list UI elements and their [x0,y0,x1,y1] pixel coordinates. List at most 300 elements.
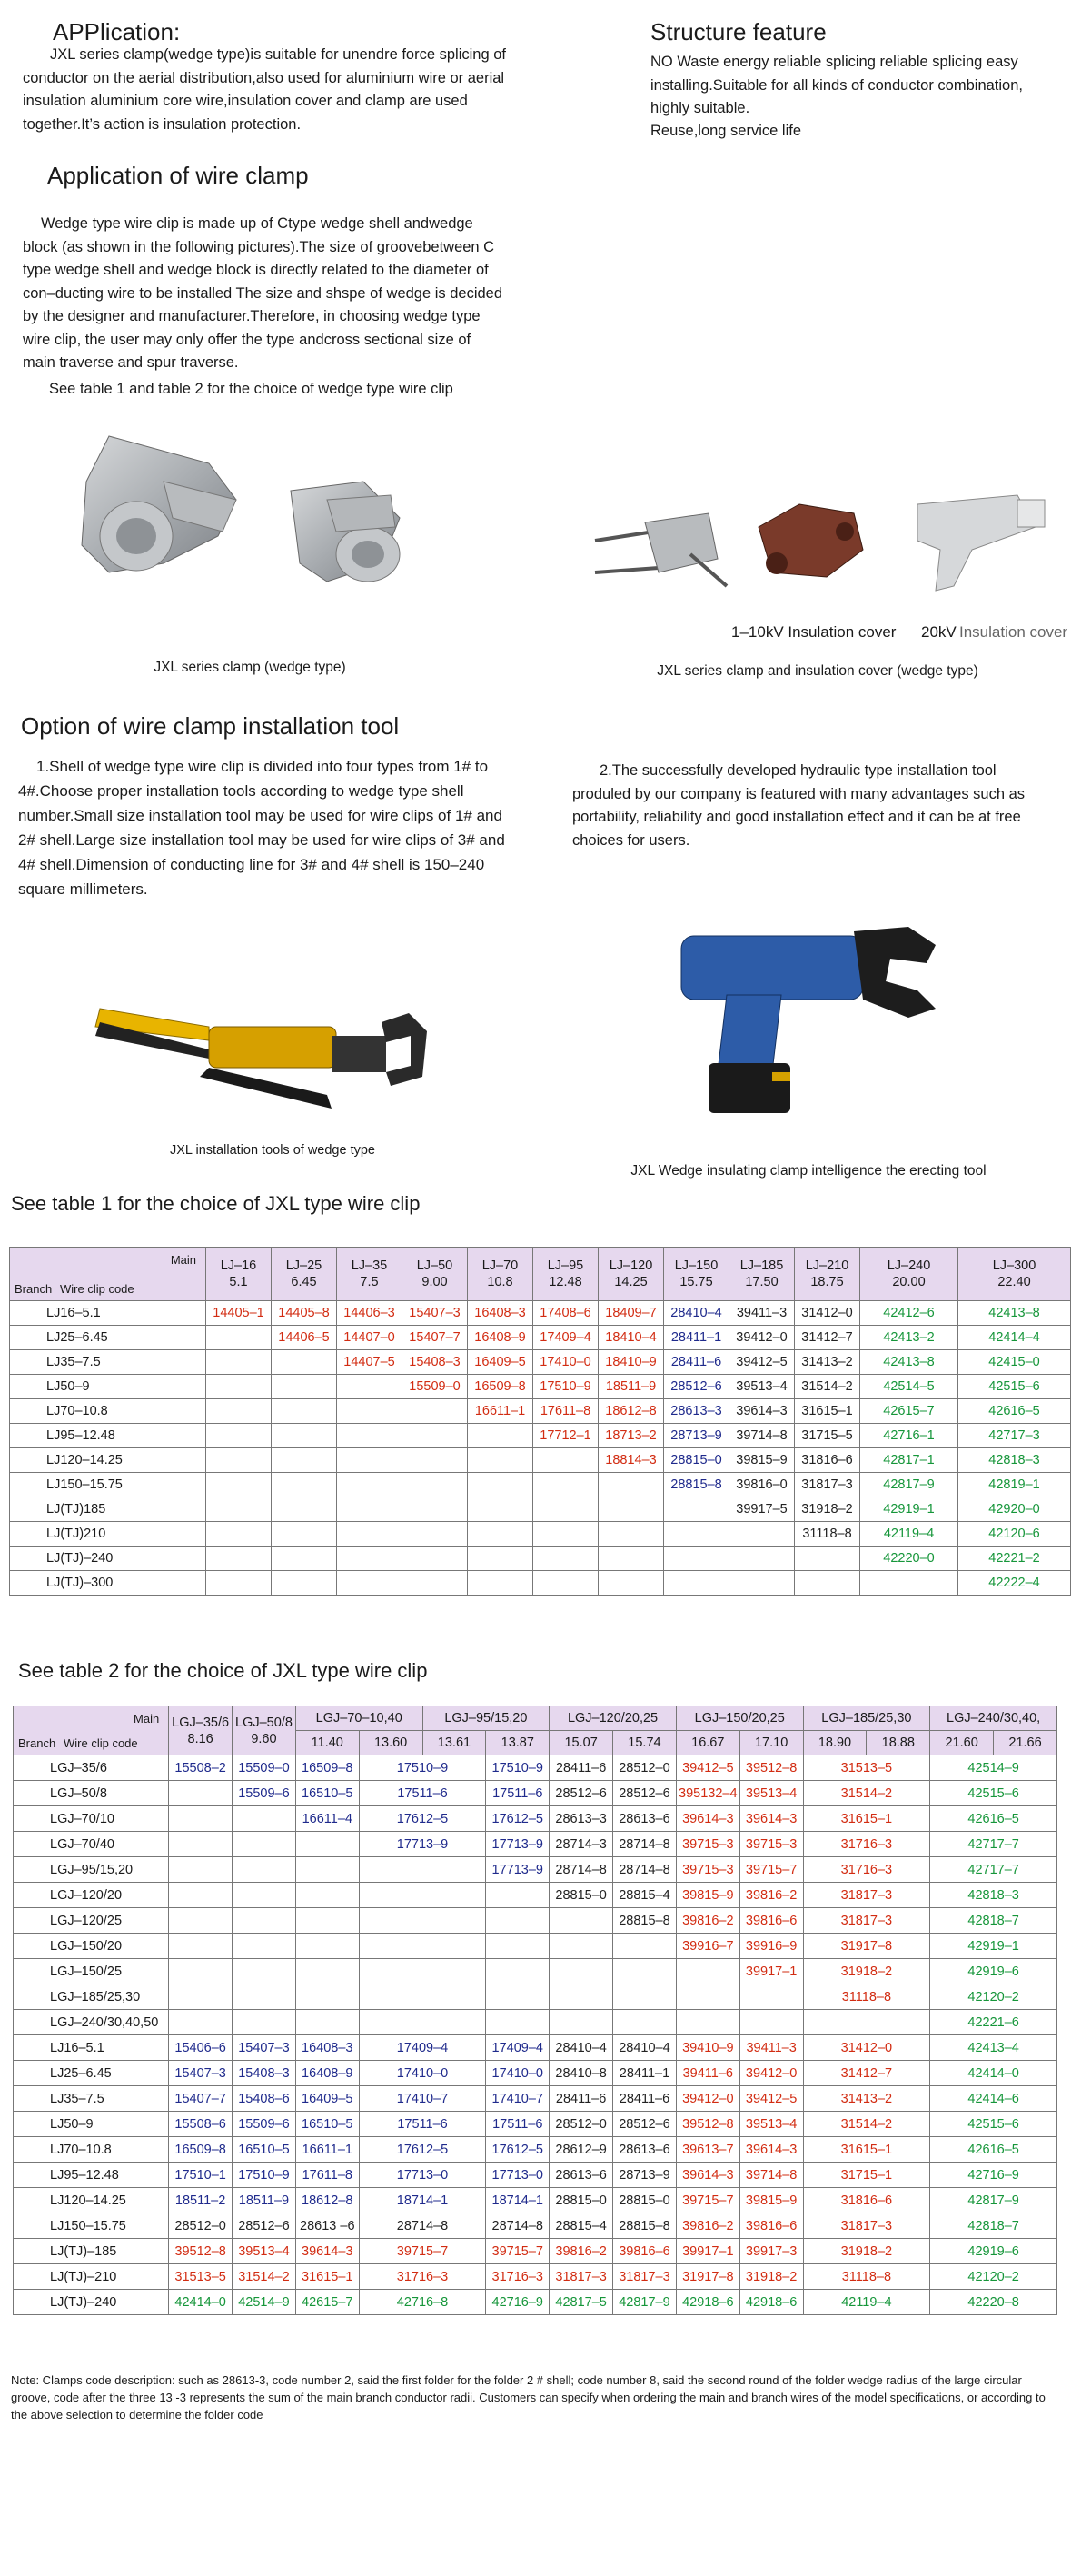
corner-cell [14,1706,169,1755]
table2-title: See table 2 for the choice of JXL type wire clip [18,1659,428,1682]
column-group-header [930,1706,1057,1731]
clip-code-cell [295,1934,359,1959]
clip-code-cell: 16409–5 [468,1350,533,1375]
clip-code-cell: 42515–6 [930,1781,1057,1806]
insulation-cover-image [590,486,1063,613]
clip-code-cell: 28714–3 [550,1832,613,1857]
clip-code-cell: 14405–1 [206,1301,272,1326]
clip-code-cell: 39614–3 [729,1399,795,1424]
branch-cell: LJ70–10.8 [10,1399,206,1424]
clip-code-cell: 39614–3 [739,1806,803,1832]
clip-code-cell: 39513–4 [233,2239,296,2264]
clip-code-cell: 31412–0 [795,1301,860,1326]
column-header-size: 12.48 [549,1275,582,1289]
column-header-name: LGJ–240/30,40, [947,1711,1041,1726]
clip-code-cell: 28613–6 [613,2137,677,2163]
clip-code-cell: 16611–4 [295,1806,359,1832]
clip-code-cell: 28613–3 [550,1806,613,1832]
clip-code-cell: 42818–3 [958,1448,1071,1473]
clip-code-cell: 18511–2 [169,2188,233,2213]
clip-code-cell: 28411–1 [664,1326,729,1350]
clip-code-cell: 28512–0 [550,2112,613,2137]
clip-code-cell: 39513–4 [739,1781,803,1806]
clip-code-cell: 42817–9 [930,2188,1057,2213]
clip-code-cell [233,1984,296,2010]
clip-code-cell: 42717–3 [958,1424,1071,1448]
clip-code-cell: 42119–4 [803,2290,930,2315]
clip-code-cell: 17511–6 [486,1781,550,1806]
table-row [14,2086,1057,2112]
branch-cell: LGJ–150/20 [14,1934,169,1959]
column-header-size: 15.75 [679,1275,713,1289]
clip-code-cell [206,1571,272,1596]
clip-code-cell: 31118–8 [795,1522,860,1547]
clip-code-cell: 42415–0 [958,1350,1071,1375]
clip-code-cell: 17409–4 [533,1326,599,1350]
clip-code-cell [272,1571,337,1596]
clip-code-cell: 39714–8 [739,2163,803,2188]
column-header-name: LGJ–95/15,20 [444,1711,528,1726]
clip-code-cell [533,1571,599,1596]
clip-code-cell [337,1497,402,1522]
clip-code-cell: 14407–0 [337,1326,402,1350]
clip-code-cell: 18409–7 [599,1301,664,1326]
clip-code-cell [337,1473,402,1497]
clip-code-cell [664,1497,729,1522]
column-header [402,1248,468,1301]
column-header-name: LJ–240 [887,1258,931,1273]
hydraulic-tool-image [73,986,454,1122]
clip-code-cell [402,1473,468,1497]
branch-cell: LJ150–15.75 [14,2213,169,2239]
branch-cell: LJ(TJ)–185 [14,2239,169,2264]
clip-code-cell [729,1522,795,1547]
clip-code-cell: 15407–3 [169,2061,233,2086]
clip-code-cell: 15406–6 [169,2035,233,2061]
column-header-size: 17.50 [745,1275,779,1289]
main-label: Main [134,1712,160,1726]
table-row [14,2163,1057,2188]
clip-code-cell: 31615–1 [803,1806,930,1832]
clip-code-cell: 42716–9 [486,2290,550,2315]
clip-code-cell: 42818–7 [930,2213,1057,2239]
clip-code-cell [295,1857,359,1883]
clip-code-cell: 17510–1 [169,2163,233,2188]
clip-code-cell: 28512–6 [233,2213,296,2239]
clip-code-cell [337,1399,402,1424]
clip-code-cell [613,1959,677,1984]
clip-code-cell: 31918–2 [803,1959,930,1984]
clip-code-cell: 18410–9 [599,1350,664,1375]
clip-code-cell: 39614–3 [676,2163,739,2188]
clip-code-cell: 39815–9 [739,2188,803,2213]
clip-code-cell: 42817–5 [550,2290,613,2315]
clip-code-cell: 39715–7 [486,2239,550,2264]
clip-code-cell [664,1571,729,1596]
clip-code-cell [206,1350,272,1375]
clip-code-cell: 39512–8 [676,2112,739,2137]
clip-code-cell [402,1448,468,1473]
clip-code-cell: 42919–1 [860,1497,958,1522]
clip-code-cell [550,1984,613,2010]
clip-code-cell [206,1375,272,1399]
table-row [10,1571,1071,1596]
clip-code-cell [402,1497,468,1522]
table-row [14,2112,1057,2137]
branch-cell: LJ70–10.8 [14,2137,169,2163]
clip-code-cell: 31514–2 [803,2112,930,2137]
clip-code-cell [295,1832,359,1857]
clip-code-cell: 39816–0 [729,1473,795,1497]
clip-code-cell [233,1908,296,1934]
clip-code-cell: 28714–8 [613,1857,677,1883]
clip-code-cell: 39412–0 [729,1326,795,1350]
clip-code-cell: 31715–5 [795,1424,860,1448]
table-row [14,2010,1057,2035]
clip-code-cell [468,1522,533,1547]
table-row [14,1959,1057,1984]
clip-code-cell: 17410–0 [533,1350,599,1375]
clip-code-cell [359,1857,486,1883]
column-group-header [169,1706,233,1755]
clip-code-cell: 16408–3 [468,1301,533,1326]
cover-label-1: 1–10kV Insulation cover [731,623,897,641]
clip-code-cell: 15407–3 [402,1301,468,1326]
clip-code-cell: 28815–0 [550,1883,613,1908]
clip-code-cell: 17410–7 [486,2086,550,2112]
clip-code-cell [468,1448,533,1473]
clip-code-cell: 16510–5 [295,1781,359,1806]
branch-label: Branch [15,1282,53,1296]
clip-code-cell: 15508–2 [169,1755,233,1781]
clip-code-cell: 31412–0 [803,2035,930,2061]
clip-code-cell [599,1571,664,1596]
clip-code-cell: 28512–0 [169,2213,233,2239]
clip-code-cell: 18410–4 [599,1326,664,1350]
clip-code-cell [233,1934,296,1959]
clip-code-cell [169,1832,233,1857]
clip-code-cell: 42414–6 [930,2086,1057,2112]
clip-code-cell [402,1547,468,1571]
clip-code-cell: 15509–0 [233,1755,296,1781]
clip-code-cell: 31118–8 [803,1984,930,2010]
clip-code-cell [272,1424,337,1448]
clip-code-cell [599,1473,664,1497]
clip-code-cell: 28815–0 [550,2188,613,2213]
tool-title: Option of wire clamp installation tool [21,712,400,740]
branch-cell: LGJ–35/6 [14,1755,169,1781]
column-header [272,1248,337,1301]
clip-code-cell: 42514–9 [233,2290,296,2315]
clip-code-cell: 17408–6 [533,1301,599,1326]
clip-code-cell [676,1984,739,2010]
clip-code-cell [169,1883,233,1908]
clip-code-cell: 39816–2 [739,1883,803,1908]
clip-code-cell [468,1497,533,1522]
structure-text-2: Reuse,long service life [650,123,801,139]
column-header-size: 7.5 [360,1275,379,1289]
clip-code-cell: 15509–6 [233,1781,296,1806]
clip-code-cell: 17510–9 [233,2163,296,2188]
clip-code-cell [206,1497,272,1522]
clip-code-cell [337,1375,402,1399]
table-row [14,1984,1057,2010]
clip-code-cell: 16509–8 [169,2137,233,2163]
clip-code-cell [233,2010,296,2035]
clip-code-cell: 42716–1 [860,1424,958,1448]
clip-code-cell: 42222–4 [958,1571,1071,1596]
clip-code-cell: 31615–1 [803,2137,930,2163]
column-group-header [295,1706,422,1731]
clip-code-cell: 39816–2 [676,1908,739,1934]
clip-code-cell: 31615–1 [795,1399,860,1424]
column-header-size: 6.45 [291,1275,317,1289]
branch-cell: LJ35–7.5 [14,2086,169,2112]
column-header-size: 21.66 [994,1731,1057,1755]
tool-text-2: 2.The successfully developed hydraulic type installation tool produled by our company is featured with many advantages such as portability, reliability and good installation effect and it can be at free choices for users. [572,762,1026,849]
branch-cell: LJ25–6.45 [14,2061,169,2086]
clip-code-cell: 28714–8 [550,1857,613,1883]
clip-code-cell [486,1984,550,2010]
clip-code-cell: 42120–2 [930,1984,1057,2010]
column-header [206,1248,272,1301]
clip-code-cell: 42514–9 [930,1755,1057,1781]
clip-code-cell: 42615–7 [860,1399,958,1424]
clip-code-cell [359,1934,486,1959]
clip-code-cell [486,1959,550,1984]
clip-code-cell: 28411–1 [613,2061,677,2086]
clip-code-cell [860,1571,958,1596]
clip-code-cell [169,1857,233,1883]
clip-code-cell: 42920–0 [958,1497,1071,1522]
clip-code-cell: 17510–9 [486,1755,550,1781]
clip-code-cell: 42120–6 [958,1522,1071,1547]
branch-cell: LJ(TJ)–240 [14,2290,169,2315]
column-header [729,1248,795,1301]
clip-code-cell [337,1448,402,1473]
clip-code-cell [486,1883,550,1908]
clip-code-cell: 18511–9 [233,2188,296,2213]
column-header-size: 13.61 [422,1731,486,1755]
clip-code-cell: 15408–6 [233,2086,296,2112]
column-header-size: 18.90 [803,1731,867,1755]
table1 [9,1247,1071,1596]
column-header-name: LGJ–50/8 [235,1715,293,1730]
branch-cell: LGJ–240/30,40,50 [14,2010,169,2035]
clip-code-cell: 39613–7 [676,2137,739,2163]
clip-code-cell [613,1984,677,2010]
clip-code-cell [295,2010,359,2035]
clip-code-cell [272,1375,337,1399]
clip-code-cell [402,1424,468,1448]
clip-code-cell [206,1424,272,1448]
clip-code-cell: 42616–5 [930,1806,1057,1832]
column-header-size: 18.75 [810,1275,844,1289]
branch-cell: LJ120–14.25 [10,1448,206,1473]
clip-code-cell: 28815–8 [664,1473,729,1497]
column-group-header [803,1706,930,1731]
clip-code-cell [533,1473,599,1497]
column-header [860,1248,958,1301]
table-row [10,1399,1071,1424]
clip-code-cell: 15508–6 [169,2112,233,2137]
clip-code-cell: 17410–0 [359,2061,486,2086]
column-header-size: 17.10 [739,1731,803,1755]
column-header-size: 8.16 [187,1731,213,1746]
clip-code-cell: 42414–0 [930,2061,1057,2086]
clip-code-cell [486,1934,550,1959]
clip-code-cell [295,1959,359,1984]
clip-code-cell [359,1908,486,1934]
clip-code-cell [533,1448,599,1473]
table-row [14,1857,1057,1883]
wire-clamp-text: Wedge type wire clip is made up of Ctype wedge shell andwedge block (as shown in the following pictures).The size of groovebetween C type wedge shell and wedge block is directly related to the diameter of con–ducting wire to be installed The size and shspe of wedge is decided by the designer and manufacturer.Therefore, in choosing wedge type wire clip, the user may only offer the type andcross sectional size of main traverse and spur traverse. [23,215,503,371]
clip-code-cell: 17612–5 [486,2137,550,2163]
column-header-name: LGJ–35/6 [172,1715,230,1730]
clip-code-cell [613,2010,677,2035]
branch-cell: LJ16–5.1 [14,2035,169,2061]
clip-code-cell [550,2010,613,2035]
branch-cell: LJ95–12.48 [10,1424,206,1448]
clip-code-cell [169,1806,233,1832]
clip-code-cell [533,1522,599,1547]
clip-code-cell: 39513–4 [739,2112,803,2137]
clip-code-cell: 16509–8 [468,1375,533,1399]
clip-code-cell: 31816–6 [795,1448,860,1473]
clip-code-cell: 42221–2 [958,1547,1071,1571]
clip-code-cell: 14406–5 [272,1326,337,1350]
clip-code-cell: 17713–9 [359,1832,486,1857]
clip-code-cell: 395132–4 [676,1781,739,1806]
branch-cell: LGJ–70/40 [14,1832,169,1857]
table-row [14,2264,1057,2290]
clip-code-cell: 28714–8 [359,2213,486,2239]
clip-code-cell: 31413–2 [803,2086,930,2112]
clip-code-cell: 16510–5 [295,2112,359,2137]
clip-code-cell: 42817–9 [860,1473,958,1497]
clip-code-cell: 16611–1 [295,2137,359,2163]
clip-code-cell: 42615–7 [295,2290,359,2315]
table-row [14,1781,1057,1806]
clip-code-cell: 15407–7 [169,2086,233,2112]
clip-code-cell: 17511–6 [359,1781,486,1806]
clamp-caption: JXL series clamp (wedge type) [154,660,346,675]
clip-code-cell: 39715–3 [739,1832,803,1857]
table-row [14,2239,1057,2264]
branch-cell: LGJ–70/10 [14,1806,169,1832]
clip-code-cell: 28612–9 [550,2137,613,2163]
clip-code-cell: 18511–9 [599,1375,664,1399]
clip-code-cell: 31514–2 [803,1781,930,1806]
clip-code-cell: 28713–9 [664,1424,729,1448]
clip-code-cell: 31817–3 [550,2264,613,2290]
clip-code-cell [337,1424,402,1448]
main-label: Main [170,1253,196,1267]
clip-code-cell: 28714–8 [486,2213,550,2239]
clip-code-cell: 39816–6 [739,2213,803,2239]
clip-code-cell: 31817–3 [803,2213,930,2239]
column-header [533,1248,599,1301]
clip-code-cell: 18714–1 [359,2188,486,2213]
clip-code-cell [295,1908,359,1934]
clip-code-cell [402,1399,468,1424]
branch-cell: LJ16–5.1 [10,1301,206,1326]
clip-code-cell: 17713–0 [359,2163,486,2188]
column-header-size: 9.60 [251,1731,277,1746]
branch-label: Branch [18,1736,56,1750]
clip-code-cell: 28815–4 [550,2213,613,2239]
clip-code-cell: 28713–9 [613,2163,677,2188]
table-row [14,1908,1057,1934]
clip-code-cell: 31413–2 [795,1350,860,1375]
cover-label-2b: Insulation cover [959,623,1068,641]
clip-code-cell: 17612–5 [359,2137,486,2163]
column-header [958,1248,1071,1301]
table-row [10,1547,1071,1571]
column-header [795,1248,860,1301]
column-header-name: LJ–300 [992,1258,1036,1273]
column-header-size: 15.07 [550,1731,613,1755]
clip-code-cell: 39412–0 [739,2061,803,2086]
clip-code-cell [359,1984,486,2010]
clip-code-cell: 28512–6 [550,1781,613,1806]
clip-code-cell [206,1399,272,1424]
clamp-code-note: Note: Clamps code description: such as 28613-3, code number 2, said the first folder for the folder 2 # shell; code number 8, said the second round of the folder wedge radius of the large circular groove, code after the three 13 -3 represents the sum of the main branch conductor radii. Customers can specify when ordering the main and branch wires of the model specifications, or according to the above selection to determine the folder code [11,2373,1046,2422]
clip-code-cell: 28613–6 [613,1806,677,1832]
clip-code-cell [233,1806,296,1832]
clip-code-cell [550,1959,613,1984]
clip-code-cell [337,1571,402,1596]
clip-code-cell: 17409–4 [359,2035,486,2061]
clip-code-cell [739,2010,803,2035]
clip-code-cell [486,2010,550,2035]
branch-cell: LGJ–120/25 [14,1908,169,1934]
column-header-size: 13.87 [486,1731,550,1755]
clip-code-cell: 42616–5 [958,1399,1071,1424]
table-row [14,2188,1057,2213]
clip-code-cell: 42717–7 [930,1832,1057,1857]
clip-code-cell [337,1522,402,1547]
clip-code-cell [169,1984,233,2010]
table-row [14,1755,1057,1781]
table-row [10,1448,1071,1473]
column-header-name: LJ–16 [220,1258,257,1273]
clip-code-cell: 39412–5 [676,1755,739,1781]
clip-code-cell: 42515–6 [958,1375,1071,1399]
clip-code-cell: 42119–4 [860,1522,958,1547]
clip-code-cell: 28613 –6 [295,2213,359,2239]
clip-code-cell [272,1547,337,1571]
clip-code-cell: 39714–8 [729,1424,795,1448]
branch-cell: LGJ–95/15,20 [14,1857,169,1883]
clip-code-cell: 14406–3 [337,1301,402,1326]
table-row [14,1883,1057,1908]
clip-code-cell: 31918–2 [795,1497,860,1522]
clip-code-cell [613,1934,677,1959]
clip-code-cell: 17410–0 [486,2061,550,2086]
clip-code-cell: 16409–5 [295,2086,359,2112]
clip-code-cell: 17611–8 [533,1399,599,1424]
clip-code-cell: 42817–1 [860,1448,958,1473]
clip-code-cell: 31716–3 [803,1857,930,1883]
branch-cell: LJ150–15.75 [10,1473,206,1497]
clip-code-cell: 31817–3 [803,1908,930,1934]
clip-code-cell: 15408–3 [233,2061,296,2086]
column-header-name: LJ–150 [674,1258,719,1273]
column-header-name: LJ–50 [416,1258,453,1273]
clip-code-cell: 42221–6 [930,2010,1057,2035]
clip-code-cell: 31514–2 [795,1375,860,1399]
